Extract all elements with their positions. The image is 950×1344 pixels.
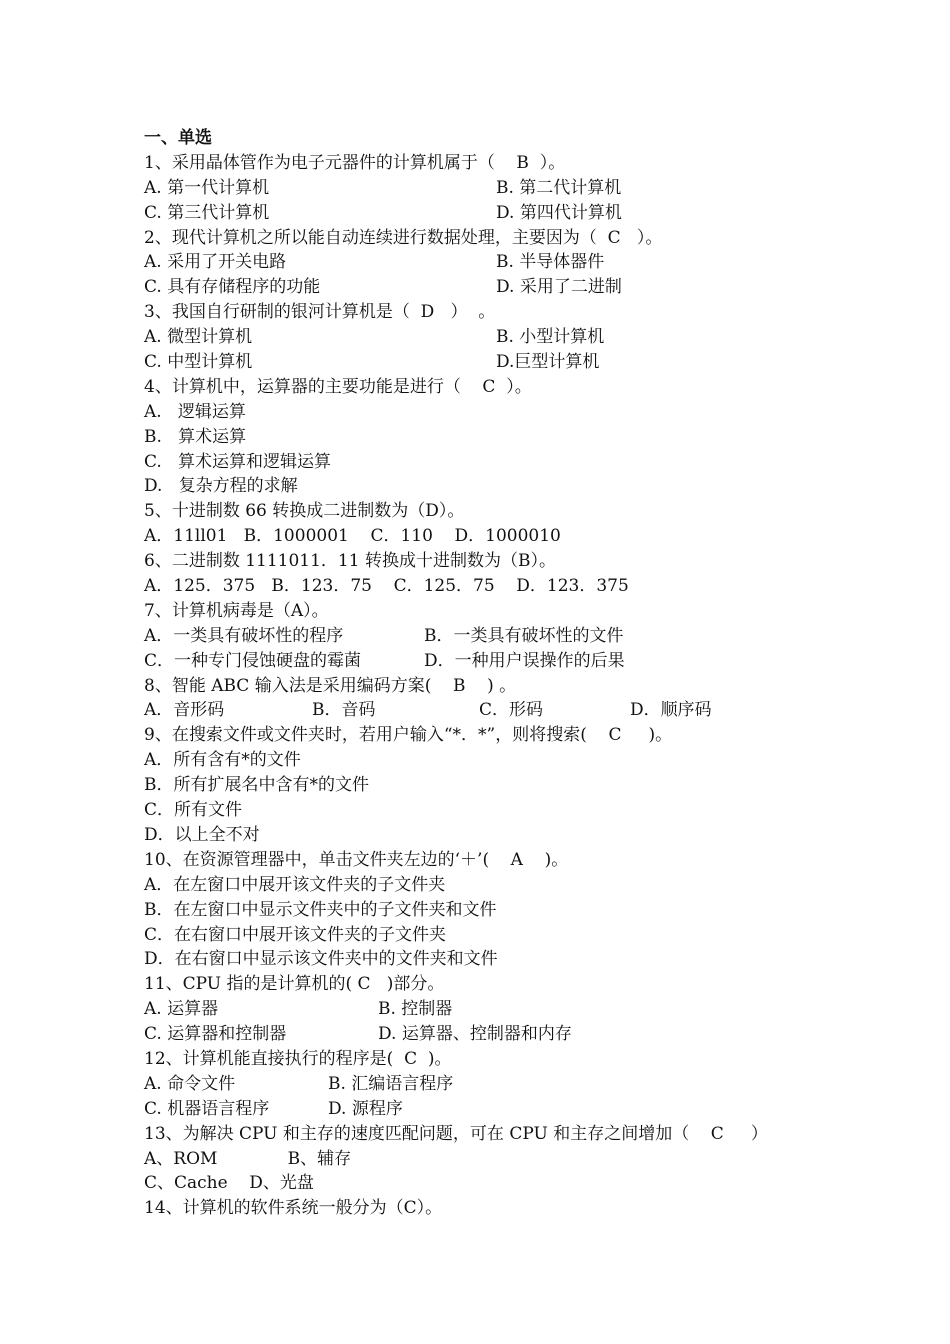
option-right: B. 控制器 (378, 999, 453, 1020)
option-left: A. 第一代计算机 (144, 177, 270, 198)
text-line: A．11ll01 B．1000001 C．110 D．1000010 (144, 526, 561, 547)
option-right: D.巨型计算机 (496, 352, 600, 373)
option-left: C．一种专门侵蚀硬盘的霉菌 (144, 650, 362, 671)
text-line: 9、在搜索文件或文件夹时，若用户输入“*．*”，则将搜索( C )。 (144, 725, 673, 746)
option-b: B．音码 (312, 700, 376, 721)
text-line: A．125．375 B．123．75 C．125．75 D．123．375 (144, 576, 629, 597)
text-line: A. 逻辑运算 (144, 401, 246, 422)
option-right: B．一类具有破坏性的文件 (424, 625, 624, 646)
text-line: A、ROM B、辅存 (144, 1148, 352, 1169)
option-c: C．形码 (479, 700, 544, 721)
document-page (144, 126, 844, 1221)
option-row (144, 698, 844, 723)
section-title: 一、单选 (144, 128, 212, 148)
option-row (144, 624, 844, 649)
option-right: D. 第四代计算机 (496, 202, 622, 223)
text-line: 3、我国自行研制的银河计算机是（ D ） 。 (144, 302, 496, 323)
option-left: A. 命令文件 (144, 1073, 236, 1094)
text-line: D．以上全不对 (144, 824, 260, 845)
text-line: 10、在资源管理器中，单击文件夹左边的‘＋’( A )。 (144, 849, 569, 870)
option-row (144, 1097, 844, 1122)
text-line: 8、智能 ABC 输入法是采用编码方案( B ) 。 (144, 675, 517, 696)
option-right: D. 采用了二进制 (496, 277, 622, 298)
option-left: C. 第三代计算机 (144, 202, 270, 223)
text-line: 2、现代计算机之所以能自动连续进行数据处理，主要因为（ C ）。 (144, 227, 663, 248)
option-d: D．顺序码 (630, 700, 712, 721)
text-line: 6、二进制数 1111011．11 转换成十进制数为（B）。 (144, 551, 556, 572)
option-row (144, 250, 844, 275)
option-row (144, 1072, 844, 1097)
text-line: C．所有文件 (144, 800, 243, 821)
text-line: D．在右窗口中显示该文件夹中的文件夹和文件 (144, 949, 498, 970)
option-right: B. 第二代计算机 (496, 177, 622, 198)
option-left: C. 具有存储程序的功能 (144, 277, 321, 298)
option-left: A．一类具有破坏性的程序 (144, 625, 344, 646)
option-left: A. 运算器 (144, 999, 219, 1020)
option-left: A. 采用了开关电路 (144, 252, 287, 273)
text-line: B. 算术运算 (144, 426, 247, 447)
option-right: D. 源程序 (328, 1098, 403, 1119)
option-right: B. 小型计算机 (496, 327, 605, 348)
text-line: 5、十进制数 66 转换成二进制数为（D）。 (144, 501, 465, 522)
option-left: C. 机器语言程序 (144, 1098, 270, 1119)
option-row (144, 1022, 844, 1047)
text-line: 1、采用晶体管作为电子元器件的计算机属于（ B ）。 (144, 152, 566, 173)
option-right: B. 半导体器件 (496, 252, 605, 273)
option-right: D. 运算器、控制器和内存 (378, 1024, 572, 1045)
text-line: A．在左窗口中展开该文件夹的子文件夹 (144, 874, 446, 895)
option-row (144, 325, 844, 350)
option-row (144, 649, 844, 674)
option-a: A．音形码 (144, 700, 225, 721)
text-line: 7、计算机病毒是（A）。 (144, 600, 329, 621)
text-line: B．在左窗口中显示文件夹中的子文件夹和文件 (144, 899, 497, 920)
option-row (144, 176, 844, 201)
option-row (144, 350, 844, 375)
text-line: C. 算术运算和逻辑运算 (144, 451, 332, 472)
text-line: 13、为解决 CPU 和主存的速度匹配问题，可在 CPU 和主存之间增加（ C ） (144, 1123, 768, 1144)
option-row (144, 275, 844, 300)
option-left: C. 运算器和控制器 (144, 1024, 287, 1045)
text-line: B．所有扩展名中含有*的文件 (144, 775, 369, 796)
option-right: D．一种用户误操作的后果 (424, 650, 625, 671)
text-line: C、Cache D、光盘 (144, 1173, 314, 1194)
text-line: 12、计算机能直接执行的程序是( C )。 (144, 1048, 452, 1069)
option-left: A. 微型计算机 (144, 327, 253, 348)
text-line: D. 复杂方程的求解 (144, 476, 298, 497)
option-row (144, 997, 844, 1022)
text-line: 11、CPU 指的是计算机的( C )部分。 (144, 974, 445, 995)
text-line: 4、计算机中，运算器的主要功能是进行（ C ）。 (144, 376, 532, 397)
text-line: A．所有含有*的文件 (144, 750, 301, 771)
option-right: B. 汇编语言程序 (328, 1073, 454, 1094)
question-list (144, 151, 844, 1221)
text-line: C．在右窗口中展开该文件夹的子文件夹 (144, 924, 447, 945)
text-line: 14、计算机的软件系统一般分为（C）。 (144, 1198, 443, 1219)
option-left: C. 中型计算机 (144, 352, 253, 373)
option-row (144, 201, 844, 226)
